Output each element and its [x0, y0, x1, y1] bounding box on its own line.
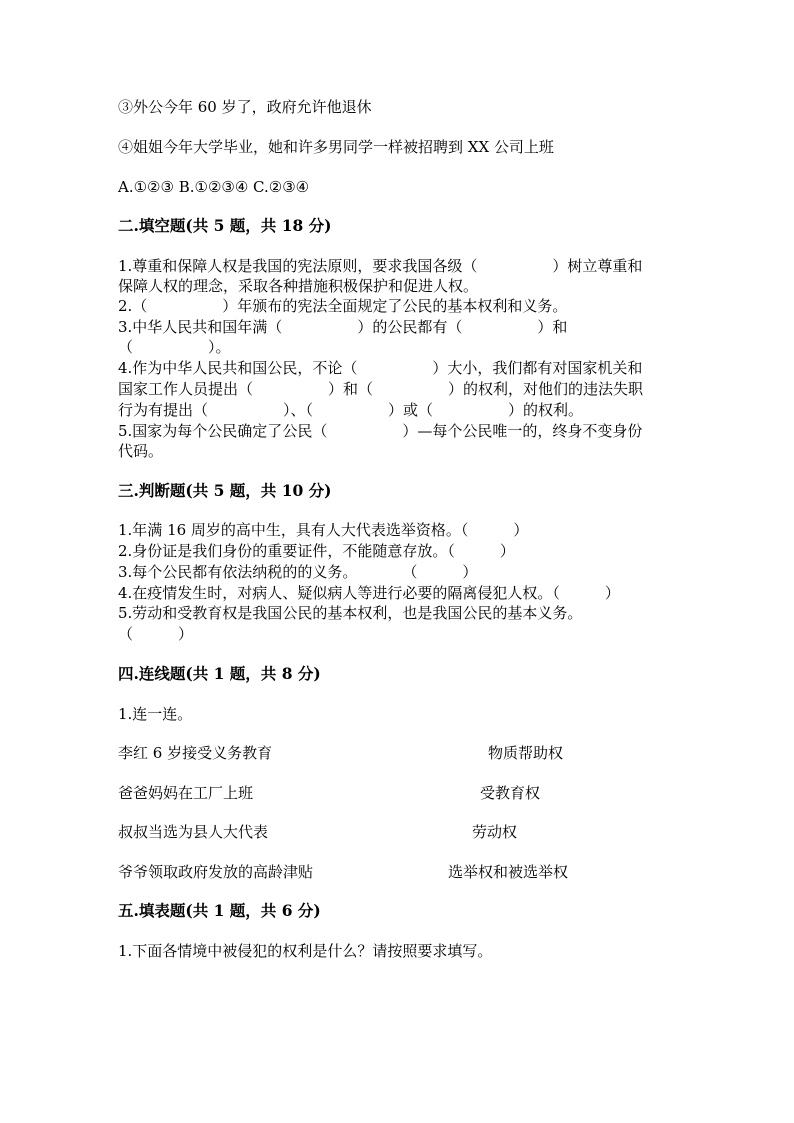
fill-line: （ ）。 — [118, 338, 231, 356]
fill-line: 5.国家为每个公民确定了公民（ ）—每个公民唯一的，终身不变身份 — [118, 422, 643, 440]
match-right-item: 劳动权 — [472, 823, 518, 841]
judge-line: 3.每个公民都有依法纳税的的义务。 （ ） — [118, 563, 478, 581]
fill-line: 代码。 — [118, 442, 164, 460]
judge-line: 2.身份证是我们身份的重要证件，不能随意存放。（ ） — [118, 542, 515, 560]
fill-line: 保障人权的理念，采取各种措施积极保护和促进人权。 — [118, 277, 479, 295]
table-intro: 1.下面各情境中被侵犯的权利是什么？请按照要求填写。 — [118, 942, 493, 960]
match-right-item: 选举权和被选举权 — [448, 863, 569, 881]
match-left-item: 叔叔当选为县人大代表 — [118, 823, 269, 841]
section-5-heading: 五.填表题(共 1 题，共 6 分) — [118, 901, 321, 920]
fill-line: 3.中华人民共和国年满（ ）的公民都有（ ）和 — [118, 318, 568, 336]
answer-choices: A.①②③ B.①②③④ C.②③④ — [118, 178, 310, 196]
match-right-item: 受教育权 — [480, 784, 541, 802]
match-intro: 1.连一连。 — [118, 705, 193, 723]
match-right-item: 物质帮助权 — [488, 744, 564, 762]
section-3-heading: 三.判断题(共 5 题，共 10 分) — [118, 481, 332, 500]
option-4: ④姐姐今年大学毕业，她和许多男同学一样被招聘到 XX 公司上班 — [118, 138, 554, 156]
fill-line: 2.（ ）年颁布的宪法全面规定了公民的基本权利和义务。 — [118, 297, 568, 315]
fill-line: 国家工作人员提出（ ）和（ ）的权利，对他们的违法失职 — [118, 380, 644, 398]
judge-line: 4.在疫情发生时，对病人、疑似病人等进行必要的隔离侵犯人权。（ ） — [118, 584, 620, 602]
option-3: ③外公今年 60 岁了，政府允许他退休 — [118, 98, 372, 116]
judge-line: （ ） — [118, 625, 194, 643]
fill-line: 1.尊重和保障人权是我国的宪法原则，要求我国各级（ ）树立尊重和 — [118, 257, 643, 275]
judge-line: 5.劳动和受教育权是我国公民的基本权利，也是我国公民的基本义务。 — [118, 604, 583, 622]
fill-line: 行为有提出（ ）、（ ）或（ ）的权利。 — [118, 401, 584, 419]
match-left-item: 李红 6 岁接受义务教育 — [118, 744, 273, 762]
section-2-heading: 二.填空题(共 5 题，共 18 分) — [118, 216, 332, 235]
match-left-item: 爷爷领取政府发放的高龄津贴 — [118, 863, 314, 881]
judge-line: 1.年满 16 周岁的高中生，具有人大代表选举资格。（ ） — [118, 521, 529, 539]
fill-line: 4.作为中华人民共和国公民，不论（ ）大小，我们都有对国家机关和 — [118, 359, 643, 377]
section-4-heading: 四.连线题(共 1 题，共 8 分) — [118, 664, 321, 683]
match-left-item: 爸爸妈妈在工厂上班 — [118, 784, 254, 802]
